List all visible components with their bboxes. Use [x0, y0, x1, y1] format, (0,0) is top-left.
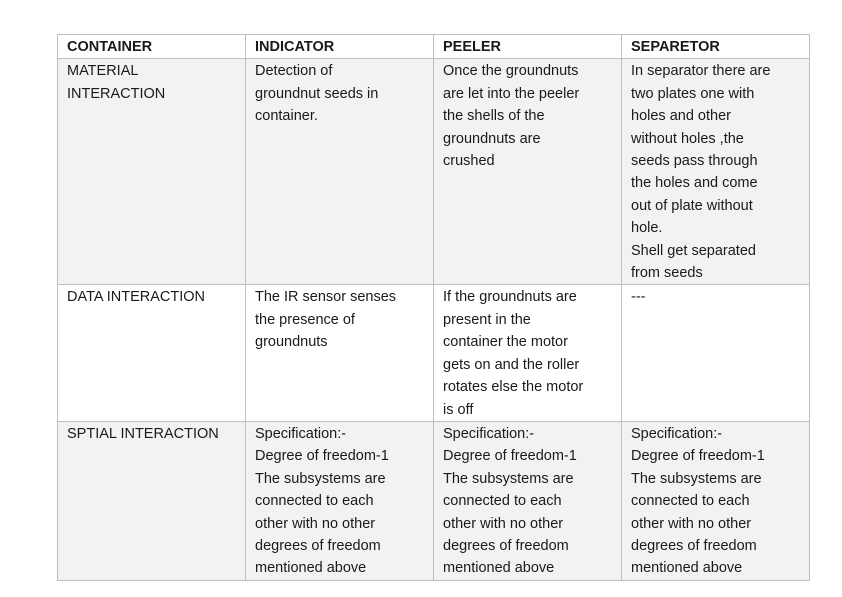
cell-peeler: Specification:- Degree of freedom-1 The subsystems are connected to each other with no other degrees of freedom mentioned above — [434, 421, 622, 580]
cell-indicator: Detection of groundnut seeds in container. — [246, 59, 434, 285]
interaction-table — [57, 34, 810, 581]
row-label: SPTIAL INTERACTION — [58, 421, 246, 580]
table-row-material-interaction — [58, 59, 810, 285]
cell-separator: Specification:- Degree of freedom-1 The subsystems are connected to each other with no other degrees of freedom mentioned above — [622, 421, 810, 580]
row-label: MATERIAL INTERACTION — [58, 59, 246, 285]
cell-separator: In separator there are two plates one with holes and other without holes ,the seeds pass through the holes and come out of plate without hole. Shell get separated from seeds — [622, 59, 810, 285]
header-separator: SEPARETOR — [622, 35, 810, 59]
header-indicator: INDICATOR — [246, 35, 434, 59]
table-row-spatial-interaction — [58, 421, 810, 580]
cell-separator: --- — [622, 285, 810, 421]
cell-indicator: The IR sensor senses the presence of groundnuts — [246, 285, 434, 421]
cell-peeler: Once the groundnuts are let into the peeler the shells of the groundnuts are crushed — [434, 59, 622, 285]
cell-peeler: If the groundnuts are present in the container the motor gets on and the roller rotates else the motor is off — [434, 285, 622, 421]
cell-indicator: Specification:- Degree of freedom-1 The subsystems are connected to each other with no other degrees of freedom mentioned above — [246, 421, 434, 580]
header-container: CONTAINER — [58, 35, 246, 59]
table-header-row — [58, 35, 810, 59]
table-row-data-interaction — [58, 285, 810, 421]
row-label: DATA INTERACTION — [58, 285, 246, 421]
header-peeler: PEELER — [434, 35, 622, 59]
